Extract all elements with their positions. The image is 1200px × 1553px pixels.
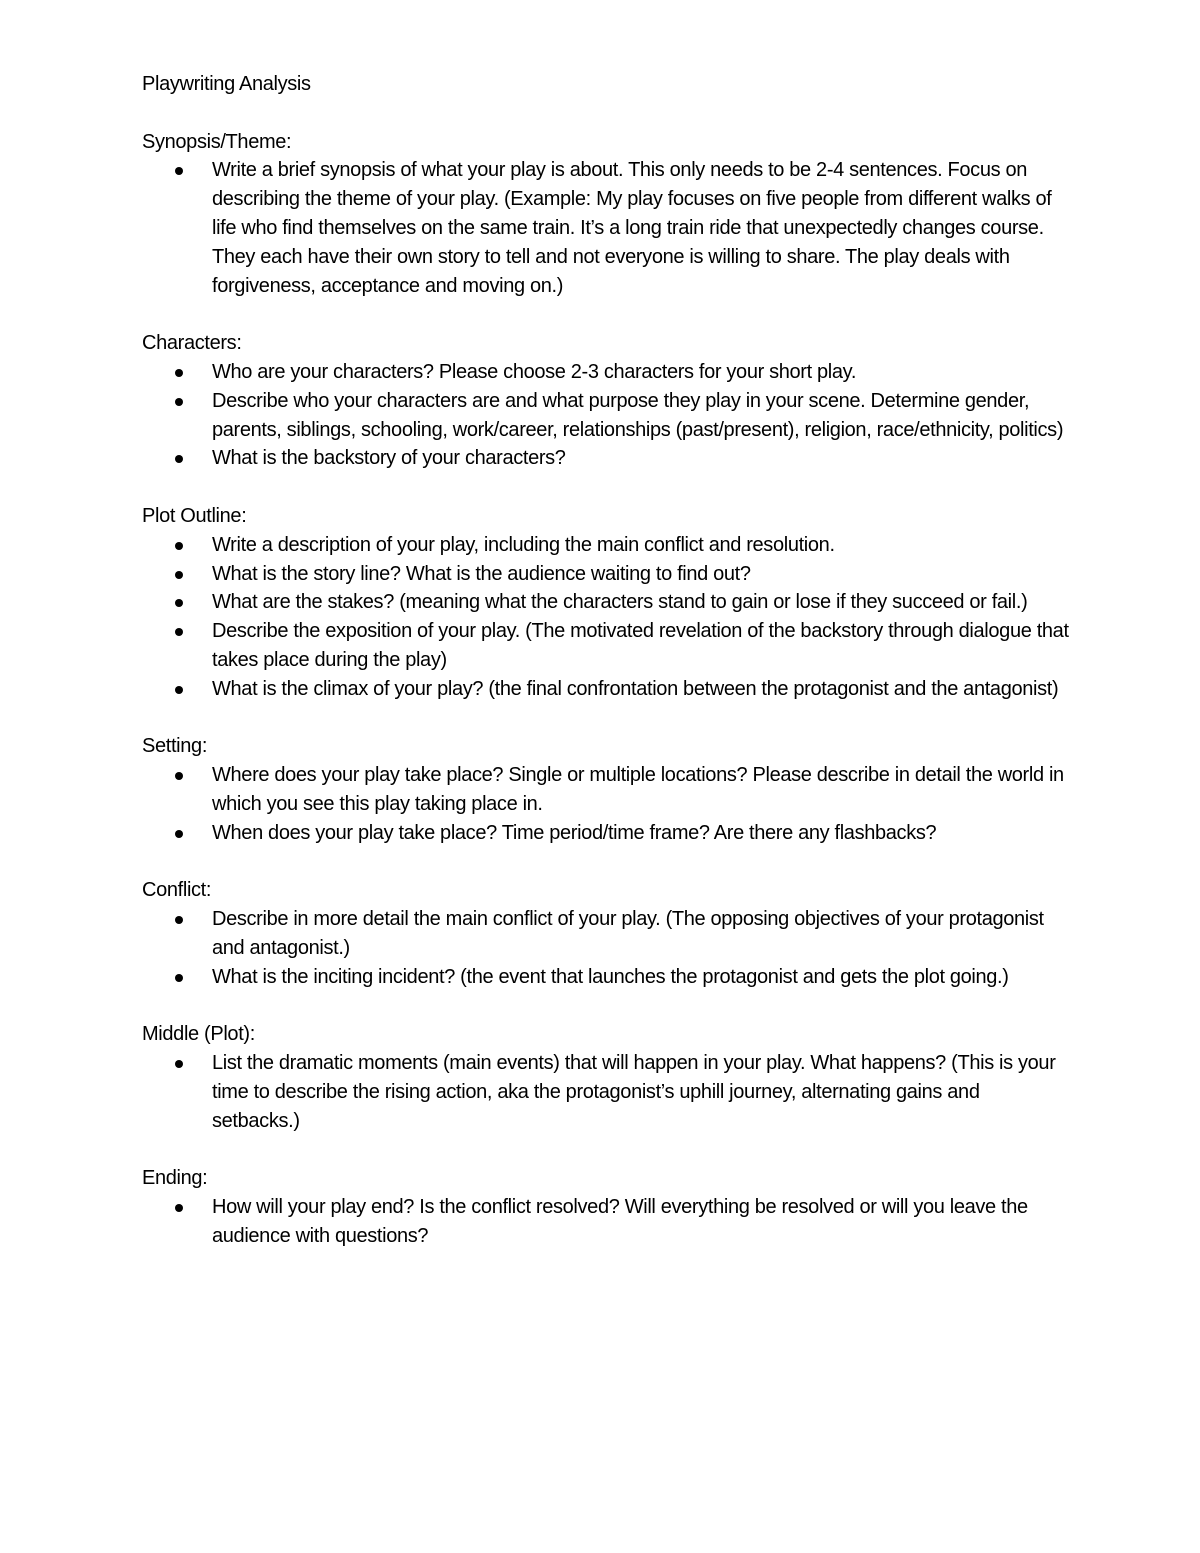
bullet-list <box>142 531 1072 704</box>
list-item-text: What are the stakes? (meaning what the characters stand to gain or lose if they succeed or fail.) <box>212 591 1028 614</box>
section-characters <box>142 329 1072 473</box>
bullet-list <box>142 156 1072 300</box>
bullet-icon <box>175 398 183 406</box>
section-conflict <box>142 876 1072 991</box>
bullet-icon <box>175 455 183 463</box>
bullet-list <box>142 358 1072 473</box>
bullet-icon <box>175 571 183 579</box>
section-heading: Middle (Plot): <box>142 1023 255 1046</box>
bullet-icon <box>175 167 183 175</box>
list-item <box>142 819 1072 848</box>
list-item <box>142 358 1072 387</box>
bullet-icon <box>175 628 183 636</box>
bullet-icon <box>175 599 183 607</box>
list-item-text: Where does your play take place? Single or multiple locations? Please describe in detail the world in which you see this play taking place in. <box>212 764 1064 815</box>
list-item-text: What is the inciting incident? (the event that launches the protagonist and gets the plot going.) <box>212 965 1009 988</box>
section-heading: Characters: <box>142 332 242 355</box>
bullet-icon <box>175 686 183 694</box>
list-item-text: Who are your characters? Please choose 2-3 characters for your short play. <box>212 360 857 383</box>
list-item-text: What is the climax of your play? (the final confrontation between the protagonist and the antagonist) <box>212 677 1059 700</box>
list-item <box>142 156 1072 300</box>
list-item <box>142 387 1072 445</box>
bullet-icon <box>175 369 183 377</box>
document-page <box>142 70 1072 1251</box>
section-heading: Synopsis/Theme: <box>142 130 292 153</box>
bullet-icon <box>175 1204 183 1212</box>
list-item <box>142 617 1072 675</box>
section-ending <box>142 1164 1072 1250</box>
list-item-text: When does your play take place? Time period/time frame? Are there any flashbacks? <box>212 821 937 844</box>
bullet-icon <box>175 830 183 838</box>
list-item-text: Describe in more detail the main conflict of your play. (The opposing objectives of your protagonist and antagonist.) <box>212 908 1044 959</box>
section-middle-plot <box>142 1020 1072 1135</box>
list-item-text: What is the story line? What is the audience waiting to find out? <box>212 562 751 585</box>
list-item-text: How will your play end? Is the conflict resolved? Will everything be resolved or will you leave the audience with questions? <box>212 1196 1028 1247</box>
document-title: Playwriting Analysis <box>142 73 311 95</box>
bullet-icon <box>175 974 183 982</box>
list-item-text: What is the backstory of your characters? <box>212 447 566 470</box>
list-item-text: Write a description of your play, including the main conflict and resolution. <box>212 533 835 556</box>
list-item-text: Write a brief synopsis of what your play is about. This only needs to be 2-4 sentences. Focus on describing the theme of your play. (Example: My play focuses on five people from different walks of life who find themselves on the same train. It’s a long train ride that unexpectedly changes course. They each have their own story to tell and not everyone is willing to share. The play deals with forgiveness, acceptance and moving on.) <box>212 159 1052 297</box>
section-heading: Ending: <box>142 1167 208 1190</box>
list-item <box>142 761 1072 819</box>
section-setting <box>142 732 1072 847</box>
bullet-icon <box>175 542 183 550</box>
list-item <box>142 1049 1072 1135</box>
bullet-list <box>142 1049 1072 1135</box>
bullet-list <box>142 1193 1072 1251</box>
list-item-text: Describe the exposition of your play. (The motivated revelation of the backstory through dialogue that takes place during the play) <box>212 620 1069 671</box>
list-item <box>142 444 1072 473</box>
list-item <box>142 531 1072 560</box>
list-item <box>142 963 1072 992</box>
bullet-icon <box>175 772 183 780</box>
list-item <box>142 905 1072 963</box>
section-synopsis-theme <box>142 128 1072 301</box>
list-item <box>142 1193 1072 1251</box>
list-item-text: List the dramatic moments (main events) that will happen in your play. What happens? (This is your time to describe the rising action, aka the protagonist’s uphill journey, alternating gains and setbacks.) <box>212 1052 1056 1132</box>
bullet-icon <box>175 916 183 924</box>
bullet-icon <box>175 1060 183 1068</box>
list-item <box>142 588 1072 617</box>
bullet-list <box>142 905 1072 991</box>
section-plot-outline <box>142 502 1072 704</box>
bullet-list <box>142 761 1072 847</box>
section-heading: Conflict: <box>142 879 212 902</box>
list-item <box>142 675 1072 704</box>
section-heading: Setting: <box>142 735 208 758</box>
list-item-text: Describe who your characters are and what purpose they play in your scene. Determine gender, parents, siblings, schooling, work/career, relationships (past/present), religion, race/ethnicity, politics) <box>212 389 1064 441</box>
section-heading: Plot Outline: <box>142 504 247 527</box>
list-item <box>142 560 1072 589</box>
